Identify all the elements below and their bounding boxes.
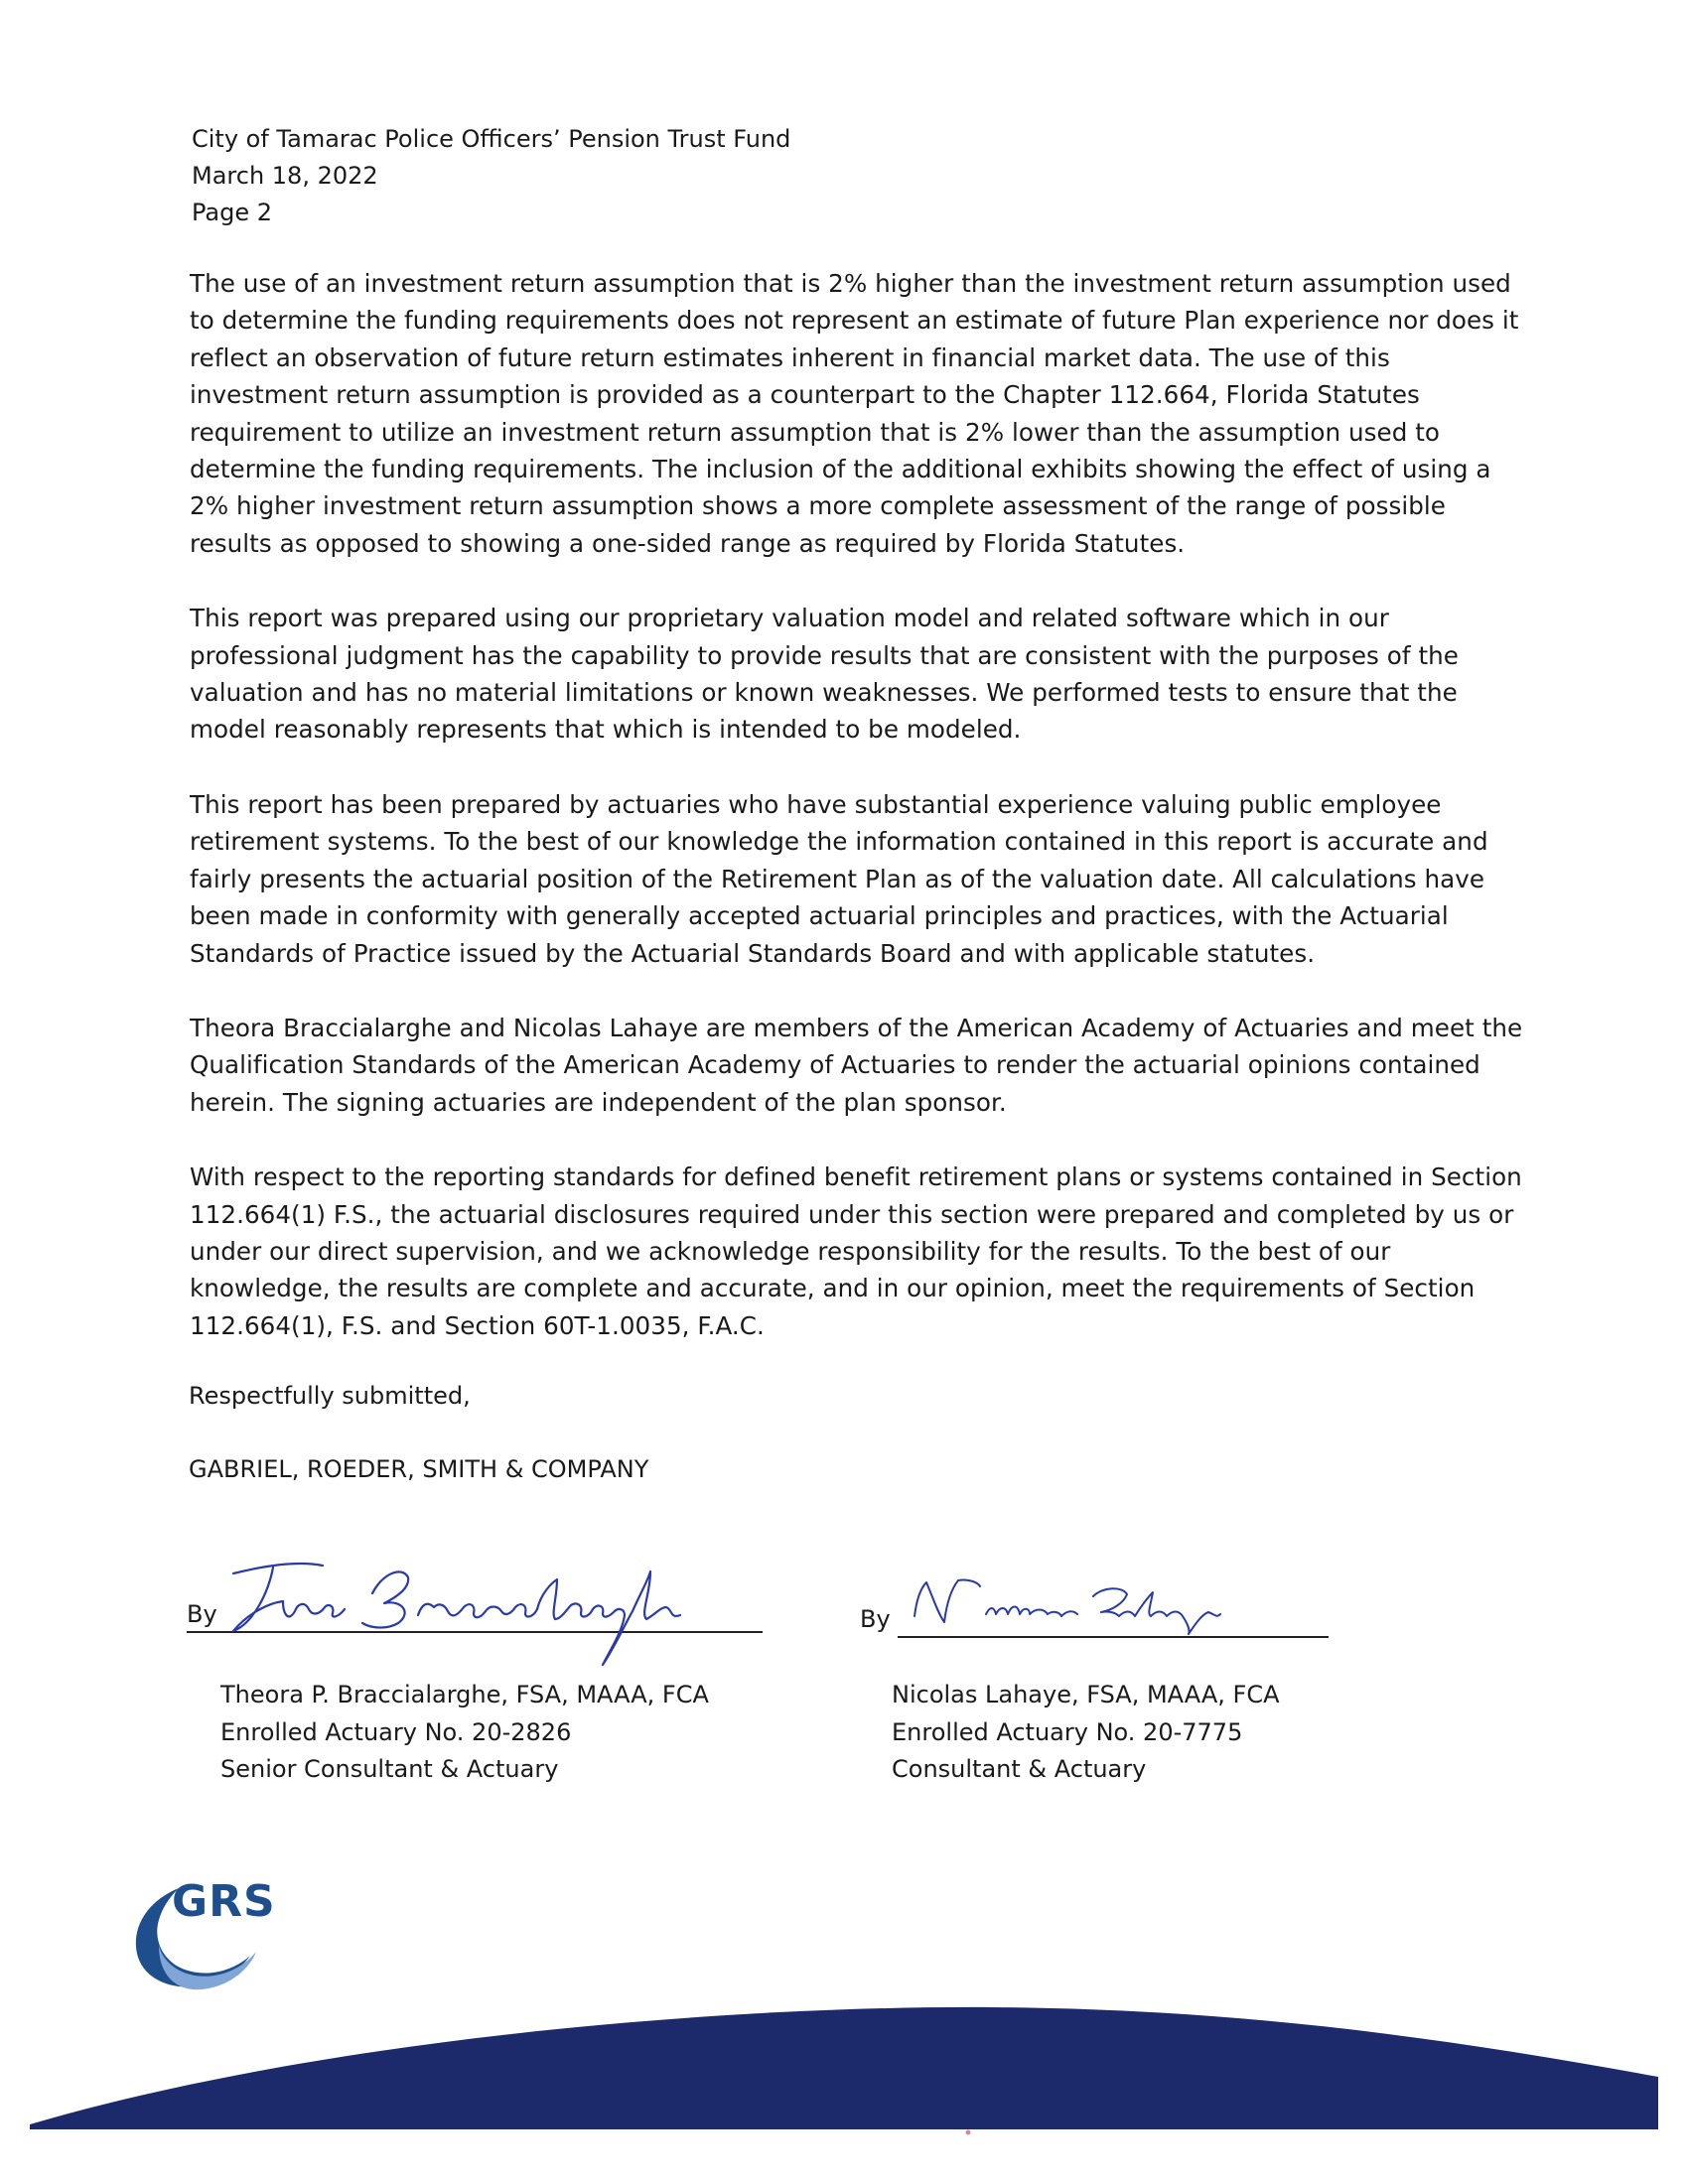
paragraph-reporting-standards: With respect to the reporting standards for defined benefit retirement plans or systems contained in Section 112.664(1) F.S., the actuarial disclosures required under this section were prepared and completed by us or under our direct supervision, and we acknowledge responsibility for the results. To the best of our knowledge, the results are complete and accurate, and in our opinion, meet the requirements of Section 112.664(1), F.S. and Section 60T-1.0035, F.A.C.	[190, 1162, 1522, 1340]
signatory-name-2: Nicolas Lahaye, FSA, MAAA, FCA	[892, 1681, 1280, 1708]
signatory-block-2	[892, 1677, 1280, 1789]
letter-body	[190, 265, 1530, 1382]
paragraph-valuation-model: This report was prepared using our proprietary valuation model and related software which in our professional judgment has the capability to provide results that are consistent with the purposes of the valuation and has no material limitations or known weaknesses. We performed tests to ensure that the model reasonably represents that which is intended to be modeled.	[190, 604, 1459, 745]
page-number: Page 2	[192, 199, 272, 226]
signature-theora	[213, 1554, 789, 1673]
paragraph-actuary-experience: This report has been prepared by actuaries who have substantial experience valuing public employee retirement systems. To the best of our knowledge the information contained in this report is accurate and fairly presents the actuarial position of the Retirement Plan as of the valuation date. All calculations have been made in conformity with generally accepted actuarial principles and practices, with the Actuarial Standards of Practice issued by the Actuarial Standards Board and with applicable statutes.	[190, 789, 1488, 968]
signature-nicolas	[899, 1570, 1256, 1640]
letter-date: March 18, 2022	[192, 162, 378, 190]
signatory-enrollment-1: Enrolled Actuary No. 20-2826	[220, 1717, 572, 1746]
signature-by-label-2: By	[860, 1605, 891, 1633]
signatory-name-1: Theora P. Braccialarghe, FSA, MAAA, FCA	[220, 1681, 709, 1708]
signature-by-label-1: By	[187, 1600, 217, 1628]
closing-salutation: Respectfully submitted,	[189, 1382, 471, 1410]
footer-navy-band	[0, 1946, 1688, 2184]
signatory-title-1: Senior Consultant & Actuary	[220, 1755, 559, 1783]
organization-name: City of Tamarac Police Officers’ Pension Trust Fund	[192, 125, 791, 153]
signatory-title-2: Consultant & Actuary	[892, 1755, 1147, 1783]
paragraph-qualifications: Theora Braccialarghe and Nicolas Lahaye are members of the American Academy of Actuaries and meet the Qualification Standards of the American Academy of Actuaries to render the actuarial opinions contained herein. The signing actuaries are independent of the plan sponsor.	[190, 1013, 1523, 1117]
signatory-block-1	[220, 1677, 709, 1789]
paragraph-investment-return: The use of an investment return assumption that is 2% higher than the investment return assumption used to determine the funding requirements does not represent an estimate of future Plan experience nor does it reflect an observation of future return estimates inherent in financial market data. The use of this investment return assumption is provided as a counterpart to the Chapter 112.664, Florida Statutes requirement to utilize an investment return assumption that is 2% lower than the assumption used to determine the funding requirements. The inclusion of the additional exhibits showing the effect of using a 2% higher investment return assumption shows a more complete assessment of the range of possible results as opposed to showing a one-sided range as required by Florida Statutes.	[190, 269, 1519, 558]
letter-header	[192, 121, 790, 231]
signatory-enrollment-2: Enrolled Actuary No. 20-7775	[892, 1717, 1243, 1746]
grs-logo-text: GRS	[172, 1876, 276, 1927]
company-name: GABRIEL, ROEDER, SMITH & COMPANY	[189, 1455, 649, 1483]
